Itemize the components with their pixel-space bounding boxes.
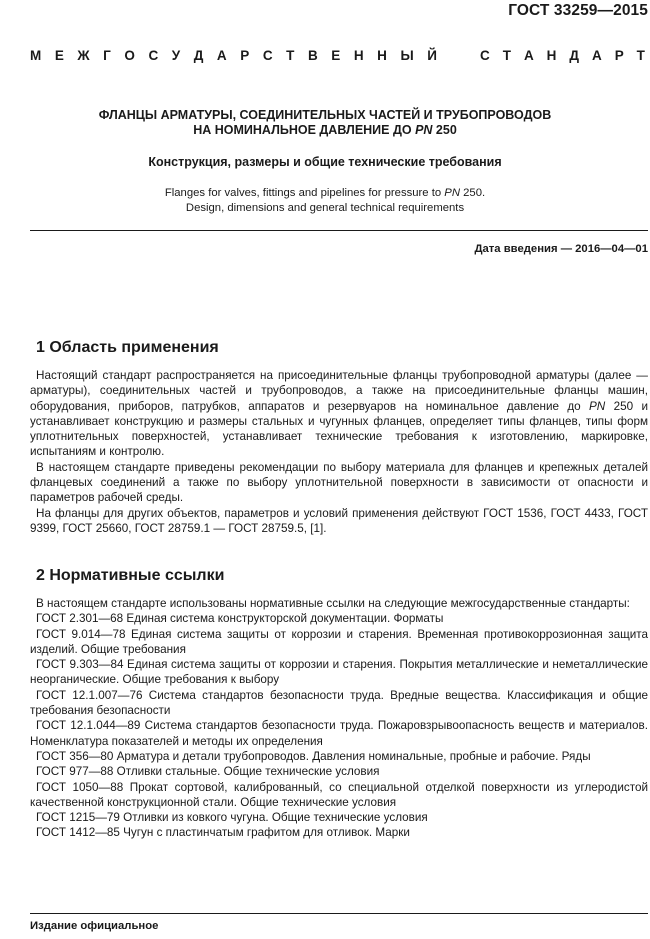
title-line-1: ФЛАНЦЫ АРМАТУРЫ, СОЕДИНИТЕЛЬНЫХ ЧАСТЕЙ И ТРУБОПРОВОДОВ: [98, 108, 552, 122]
interstate-standard-banner: [30, 48, 645, 63]
document-title-ru: [0, 108, 650, 138]
banner-letter: Й: [427, 48, 437, 63]
official-edition-label: Издание официальное: [30, 920, 159, 932]
title-en-line-1-text: Flanges for valves, fittings and pipelines for pressure to: [164, 187, 445, 199]
introduction-date: Дата введения — 2016—04—01: [474, 243, 648, 255]
title-en-line-2: Design, dimensions and general technical requirements: [185, 201, 465, 214]
banner-letter: В: [307, 48, 318, 63]
title-pn-italic: PN: [415, 123, 433, 137]
banner-letter: Т: [502, 48, 511, 63]
section-1-body: [30, 368, 648, 536]
banner-letter: Т: [286, 48, 295, 63]
banner-letter: Г: [103, 48, 111, 63]
title-en-pn-italic: PN: [444, 187, 460, 199]
title-en-pn-value: 250.: [460, 187, 486, 199]
normative-reference: ГОСТ 12.1.007—76 Система стандартов безопасности труда. Вредные вещества. Классификация и общие требования безопасности: [30, 688, 648, 718]
section-1-heading: 1 Область применения: [36, 339, 219, 356]
section-1-paragraph-1: [30, 368, 648, 460]
banner-letter: Н: [546, 48, 557, 63]
banner-letter: О: [124, 48, 135, 63]
title-line-2: [0, 123, 650, 138]
normative-reference: ГОСТ 12.1.044—89 Система стандартов безопасности труда. Пожаровзрывоопасность веществ и материалов. Номенклатура показателей и методы их определения: [30, 719, 648, 748]
banner-word-standard: [480, 48, 645, 63]
banner-letter: Н: [353, 48, 364, 63]
banner-letter: Д: [569, 48, 579, 63]
normative-reference: ГОСТ 1215—79 Отливки из ковкого чугуна. Общие технические условия: [36, 811, 428, 825]
normative-reference: ГОСТ 977—88 Отливки стальные. Общие технические условия: [36, 765, 380, 779]
header-divider: [30, 230, 648, 231]
document-subtitle-ru: Конструкция, размеры и общие технические требования: [148, 155, 502, 169]
section-1-p1-text-a: Настоящий стандарт распространяется на присоединительные фланцы трубопроводной арматуры (далее — арматуры), соединительных частей и трубопроводов, а также на присоединительные фланцы машин, оборудования, приборов, патрубков, аппаратов и резервуаров на номинальное давление до: [30, 369, 648, 413]
title-line-2-text: НА НОМИНАЛЬНОЕ ДАВЛЕНИЕ ДО: [193, 123, 416, 137]
banner-letter: Р: [240, 48, 250, 63]
section-1-paragraph-3: На фланцы для других объектов, параметров и условий применения действуют ГОСТ 1536, ГОСТ 4433, ГОСТ 9399, ГОСТ 25660, ГОСТ 28759.1 — ГОСТ 28759.5, [1].: [30, 506, 648, 535]
banner-letter: Е: [331, 48, 341, 63]
banner-letter: Р: [614, 48, 624, 63]
banner-letter: А: [591, 48, 602, 63]
banner-letter: С: [148, 48, 159, 63]
section-1-p1-text-b: 250 и устанавливает конструкцию и размеры стальных и чугунных фланцев, определяет типы фланцев, типы форм уплотнительных поверхностей, устанавливает технические требования к изготовлению, маркировке, испытаниям и контролю.: [30, 399, 648, 459]
section-2-body: [30, 596, 648, 841]
normative-reference: ГОСТ 9.303—84 Единая система защиты от коррозии и старения. Покрытия металлические и неметаллические неорганические. Общие требования к выбору: [30, 658, 648, 687]
normative-reference: ГОСТ 2.301—68 Единая система конструкторской документации. Форматы: [36, 612, 444, 626]
banner-letter: Д: [193, 48, 204, 63]
section-1-p1-pn: PN: [589, 399, 606, 413]
document-number: ГОСТ 33259—2015: [508, 2, 648, 19]
section-2-heading: 2 Нормативные ссылки: [36, 567, 225, 584]
banner-letter: Т: [636, 48, 645, 63]
banner-letter: Е: [54, 48, 64, 63]
normative-reference: ГОСТ 1050—88 Прокат сортовой, калиброванный, со специальной отделкой поверхности из углеродистой качественной конструкционной стали. Общие технические условия: [30, 780, 648, 809]
banner-letter: А: [216, 48, 227, 63]
banner-letter: У: [171, 48, 181, 63]
banner-word-interstate: [30, 48, 437, 63]
document-title-en: [0, 186, 650, 215]
banner-letter: А: [523, 48, 534, 63]
title-en-line-1: [0, 186, 650, 201]
banner-letter: Ж: [77, 48, 90, 63]
banner-letter: Ы: [400, 48, 414, 63]
banner-letter: С: [480, 48, 490, 63]
banner-letter: М: [30, 48, 42, 63]
section-2-intro: В настоящем стандарте использованы нормативные ссылки на следующие межгосударственные стандарты:: [36, 597, 630, 610]
title-pn-value: 250: [432, 123, 457, 137]
banner-letter: Н: [377, 48, 387, 63]
section-1-paragraph-2: В настоящем стандарте приведены рекомендации по выбору материала для фланцев и крепежных деталей фланцевых соединений а также по выбору уплотнительной поверхности в зависимости от опасности и параметров рабочей среды.: [30, 460, 648, 505]
normative-reference: ГОСТ 356—80 Арматура и детали трубопроводов. Давления номинальные, пробные и рабочие. Ряды: [36, 749, 591, 763]
banner-letter: С: [262, 48, 273, 63]
footer-divider: [30, 913, 648, 914]
normative-reference: ГОСТ 9.014—78 Единая система защиты от коррозии и старения. Временная противокоррозионная защита изделий. Общие требования: [30, 627, 648, 656]
normative-reference: ГОСТ 1412—85 Чугун с пластинчатым графитом для отливок. Марки: [36, 826, 410, 840]
